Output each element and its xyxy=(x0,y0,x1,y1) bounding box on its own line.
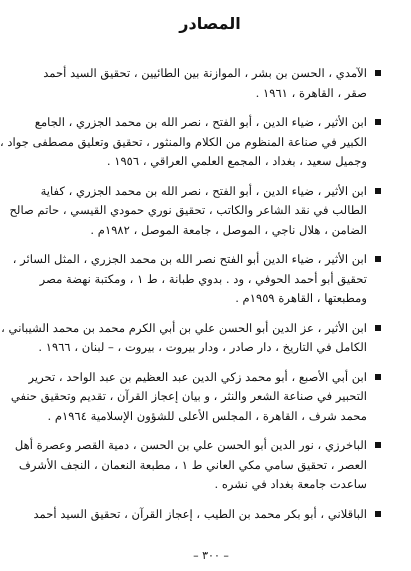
reference-line: ساعدت جامعة بغداد في نشره . xyxy=(214,477,367,491)
references-list xyxy=(0,64,381,524)
page-number: – ٣٠٠ – xyxy=(193,549,229,562)
reference-entry xyxy=(12,250,381,309)
reference-line: الكامل في التاريخ ، دار صادر ، ودار بيروت ، بيروت ، – لبنان ، ١٩٦٦ . xyxy=(38,340,367,354)
reference-line: ومطبعتها ، القاهرة ١٩٥٩م . xyxy=(235,291,367,305)
reference-line: تحقيق أبو أحمد الحوفي ، ود . بدوي طبانة ، ط ١ ، ومكتبة نهضة مصر xyxy=(39,271,367,286)
reference-entry xyxy=(1,319,381,358)
reference-line: محمد شرف ، القاهرة ، المجلس الأعلى للشؤون الإسلامية ١٩٦٤م . xyxy=(47,408,367,423)
square-bullet-icon xyxy=(375,511,381,517)
square-bullet-icon xyxy=(375,119,381,125)
reference-line: الطالب في نقد الشاعر والكاتب ، تحقيق نوري حمودي القيسي ، حاتم صالح xyxy=(9,203,367,217)
reference-line: العصر ، تحقيق سامي مكي العاني ط ١ ، مطبعة النعمان ، النجف الأشرف xyxy=(18,457,367,472)
square-bullet-icon xyxy=(375,256,381,262)
reference-line: الباقلاني ، أبو بكر محمد بن الطيب ، إعجاز القرآن ، تحقيق السيد أحمد xyxy=(33,506,367,521)
reference-entry xyxy=(9,182,381,241)
reference-line: التحبير في صناعة الشعر والنثر ، و بيان إعجاز القرآن ، تقديم وتحقيق حنفي xyxy=(10,389,367,403)
reference-entry xyxy=(14,436,381,495)
reference-line: ابن أبي الأصبع ، أبو محمد زكي الدين عبد العظيم بن عبد الواحد ، تحرير xyxy=(28,369,367,384)
reference-entry xyxy=(39,64,381,103)
square-bullet-icon xyxy=(375,325,381,331)
reference-line: ابن الأثير ، ضياء الدين ، أبو الفتح ، نصر الله بن محمد الجزري ، كفاية xyxy=(40,183,367,198)
reference-line: ابن الأثير ، عز الدين أبو الحسن علي بن أبي الكرم محمد بن محمد الشيباني ، xyxy=(1,320,367,335)
reference-line: ابن الأثير ، ضياء الدين ، أبو الفتح ، نصر الله بن محمد الجزري ، الجامع xyxy=(34,115,367,129)
reference-line: وجميل سعيد ، بغداد ، المجمع العلمي العراقي ، ١٩٥٦ . xyxy=(106,154,367,168)
reference-line: ابن الأثير ، ضياء الدين أبو الفتح نصر الله بن محمد الجزري ، المثل السائر ، xyxy=(12,252,367,266)
reference-line: صقر ، القاهرة ، ١٩٦١ . xyxy=(255,85,367,100)
reference-line: الآمدي ، الحسن بن بشر ، الموازنة بين الطائيين ، تحقيق السيد أحمد xyxy=(43,66,367,80)
reference-entry xyxy=(10,368,381,427)
reference-line: الكبير في صناعة المنظوم من الكلام والمنثور ، تحقيق وتعليق مصطفى جواد ، xyxy=(0,134,367,149)
square-bullet-icon xyxy=(375,374,381,380)
square-bullet-icon xyxy=(375,442,381,448)
page-title: المصادر xyxy=(179,14,241,33)
square-bullet-icon xyxy=(375,70,381,76)
reference-entry xyxy=(0,113,381,172)
reference-line: الضامن ، هلال ناجي ، الموصل ، جامعة الموصل ، ١٩٨٢م . xyxy=(90,222,367,237)
reference-entry xyxy=(33,505,381,525)
reference-line: الباخرزي ، نور الدين أبو الحسن علي بن الحسن ، دمية القصر وعصرة أهل xyxy=(14,438,367,452)
square-bullet-icon xyxy=(375,188,381,194)
